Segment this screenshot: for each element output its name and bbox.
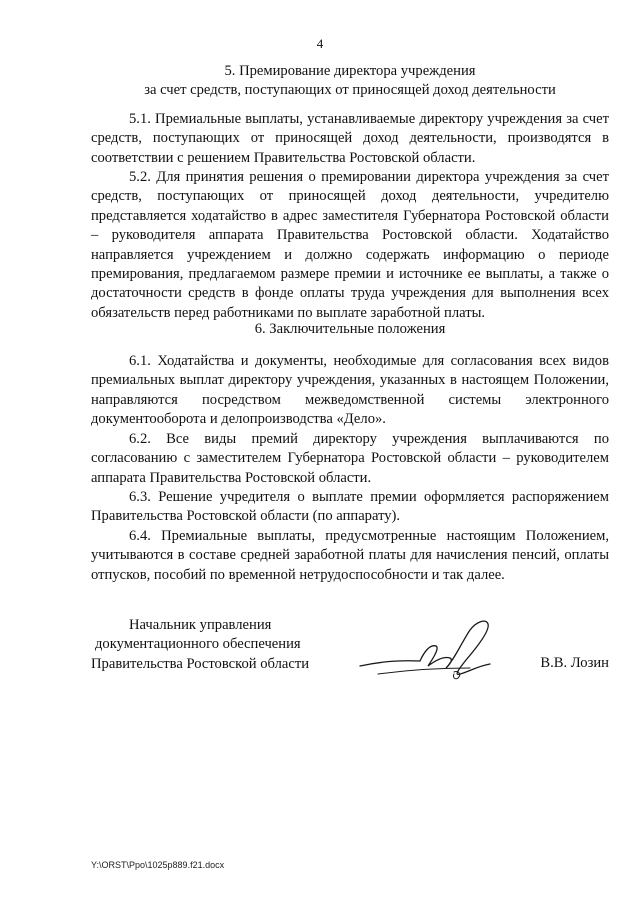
file-path-footer: Y:\ORST\Ppo\1025p889.f21.docx (91, 860, 225, 870)
signature-block (0, 616, 640, 686)
handwritten-signature (358, 616, 508, 686)
signatory-name: В.В. Лозин (540, 655, 609, 671)
paragraph-6-3: 6.3. Решение учредителя о выплате премии оформляется распоряжением Правительства Ростовской области (по аппарату). (91, 489, 609, 525)
signatory-position-line2: документационного обеспечения (95, 636, 301, 653)
signatory-position-line3: Правительства Ростовской области (91, 655, 310, 672)
paragraph-6-1: 6.1. Ходатайства и документы, необходимые для согласования всех видов премиальных выплат директору учреждения, указанных в настоящем Положении, направляются посредством межведомственной системы электронного документооборота и делопроизводства «Дело». (91, 353, 609, 428)
signatory-position-line1: Начальник управления (129, 617, 272, 633)
section-6-title: 6. Заключительные положения (254, 321, 446, 337)
section-5-title (91, 62, 609, 101)
paragraph-5-1: 5.1. Премиальные выплаты, устанавливаемые директору учреждения за счет средств, поступающих от приносящей доход деятельности, производятся в соответствии с решением Правительства Ростовской области. (91, 111, 609, 166)
section-5-title-line1: 5. Премирование директора учреждения (224, 63, 476, 79)
paragraph-6-4: 6.4. Премиальные выплаты, предусмотренные настоящим Положением, учитываются в составе средней заработной платы для начисления пенсий, оплаты отпусков, пособий по временной нетрудоспособности и так далее. (91, 528, 609, 583)
section-5-title-line2: за счет средств, поступающих от приносящей доход деятельности (144, 82, 556, 99)
paragraph-5-2: 5.2. Для принятия решения о премировании директора учреждения за счет средств, поступающих от приносящей доход деятельности, учредителю представляется ходатайство в адрес заместителя Губернатора Ростовской области – руководителя аппарата Правительства Ростовской области. Ходатайство направляется учреждением и должно содержать информацию о периоде премирования, предлагаемом размере премии и источнике ее выплаты, а также о достаточности средств в фонде оплаты труда учреждения для выполнения всех обязательств перед работниками по выплате заработной платы. (91, 169, 609, 321)
signatory-position (91, 616, 351, 674)
paragraph-6-2: 6.2. Все виды премий директору учреждения выплачиваются по согласованию с заместителем Губернатора Ростовской области – руководителем аппарата Правительства Ростовской области. (91, 431, 609, 486)
page-number: 4 (316, 36, 324, 51)
